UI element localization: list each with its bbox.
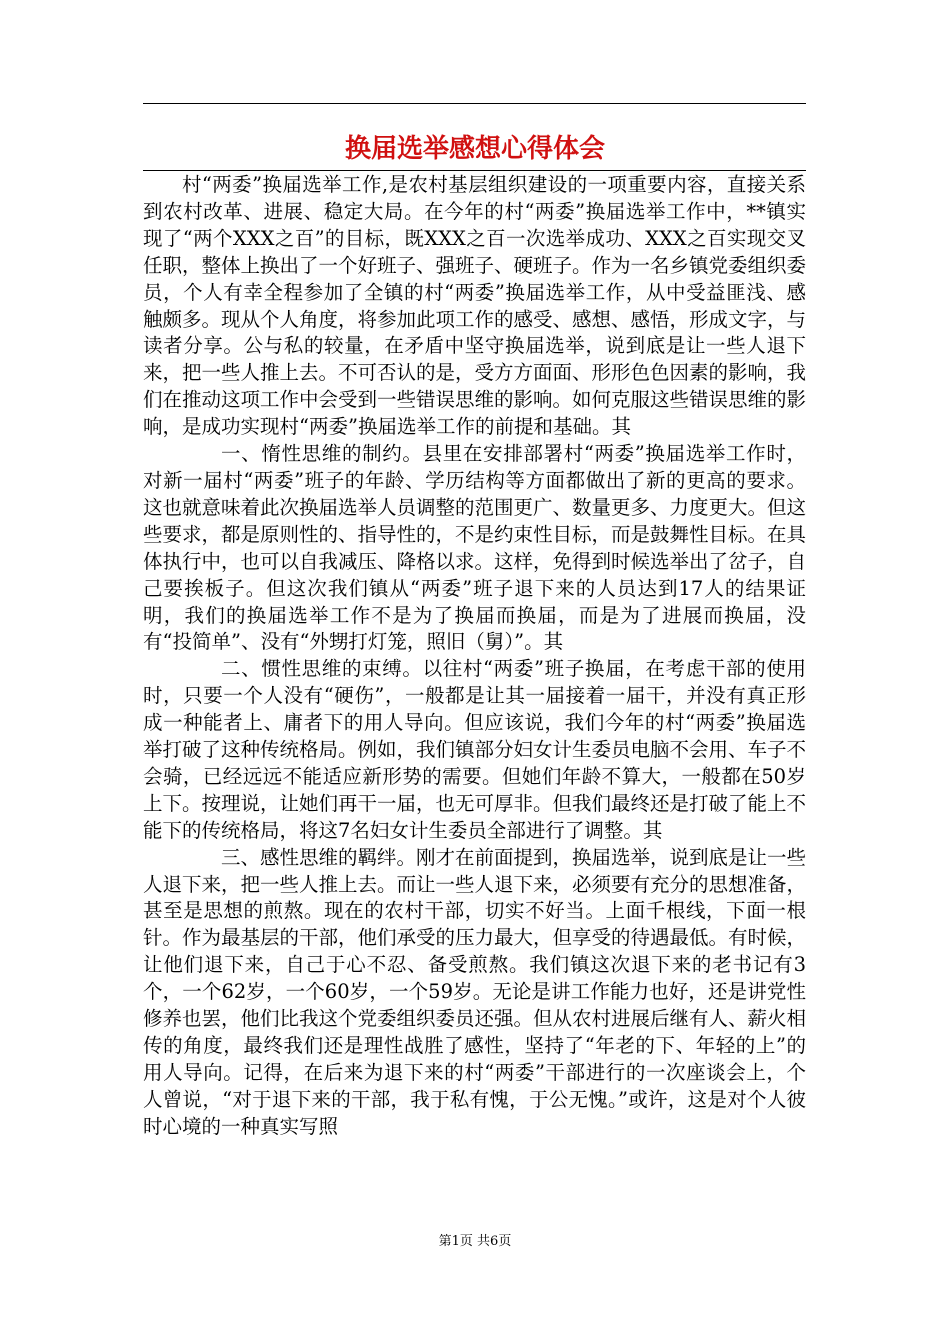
document-body <box>143 172 806 1141</box>
paragraph-section-3: 三、感性思维的羁绊。刚才在前面提到，换届选举，说到底是让一些人退下来，把一些人推上去。而让一些人退下来，必须要有充分的思想准备，甚至是思想的煎熬。现在的农村干部，切实不好当。上面千根线，下面一根针。作为最基层的干部，他们承受的压力最大，但享受的待遇最低。有时候，让他们退下来，自己于心不忍、备受煎熬。我们镇这次退下来的老书记有3个，一个62岁，一个60岁，一个59岁。无论是讲工作能力也好，还是讲党性修养也罢，他们比我这个党委组织委员还强。但从农村进展后继有人、薪火相传的角度，最终我们还是理性战胜了感性，坚持了“年老的下、年轻的上”的用人导向。记得，在后来为退下来的村“两委”干部进行的一次座谈会上，个人曾说，“对于退下来的干部，我于私有愧，于公无愧。”或许，这是对个人彼时心境的一种真实写照 <box>143 845 807 1138</box>
paragraph-section-2: 二、惯性思维的束缚。以往村“两委”班子换届，在考虑干部的使用时，只要一个人没有“硬伤”，一般都是让其一届接着一届干，并没有真正形成一种能者上、庸者下的用人导向。但应该说，我们今年的村“两委”换届选举打破了这种传统格局。例如，我们镇部分妇女计生委员电脑不会用、车子不会骑，已经远远不能适应新形势的需要。但她们年龄不算大，一般都在50岁上下。按理说，让她们再干一届，也无可厚非。但我们最终还是打破了能上不能下的传统格局，将这7名妇女计生委员全部进行了调整。其 <box>143 657 807 842</box>
paragraph-section-1: 一、惰性思维的制约。县里在安排部署村“两委”换届选举工作时，对新一届村“两委”班子的年龄、学历结构等方面都做出了新的更高的要求。这也就意味着此次换届选举人员调整的范围更广、数量更多、力度更大。但这些要求，都是原则性的、指导性的，不是约束性目标，而是鼓舞性目标。在具体执行中，也可以自我减压、降格以求。这样，免得到时候选举出了岔子，自己要挨板子。但这次我们镇从“两委”班子退下来的人员达到17人的结果证明，我们的换届选举工作不是为了换届而换届，而是为了进展而换届，没有“投简单”、没有“外甥打灯笼，照旧（舅）”。其 <box>143 442 807 654</box>
document-title: 换届选举感想心得体会 <box>344 134 605 164</box>
title-underline <box>143 170 806 171</box>
paragraph-intro: 村“两委”换届选举工作,是农村基层组织建设的一项重要内容，直接关系到农村改革、进展、稳定大局。在今年的村“两委”换届选举工作中，**镇实现了“两个XXX之百”的目标，既XXX之百一次选举成功、XXX之百实现交叉任职，整体上换出了一个好班子、强班子、硬班子。作为一名乡镇党委组织委员，个人有幸全程参加了全镇的村“两委”换届选举工作，从中受益匪浅、感触颇多。现从个人角度，将参加此项工作的感受、感想、感悟，形成文字，与读者分享。公与私的较量，在矛盾中坚守换届选举，说到底是让一些人退下来，把一些人推上去。不可否认的是，受方方面面、形形色色因素的影响，我们在推动这项工作中会受到一些错误思维的影响。如何克服这些错误思维的影响，是成功实现村“两委”换届选举工作的前提和基础。其 <box>143 173 807 439</box>
page-number: 第1页 共6页 <box>438 1234 512 1249</box>
header-rule <box>143 103 806 104</box>
